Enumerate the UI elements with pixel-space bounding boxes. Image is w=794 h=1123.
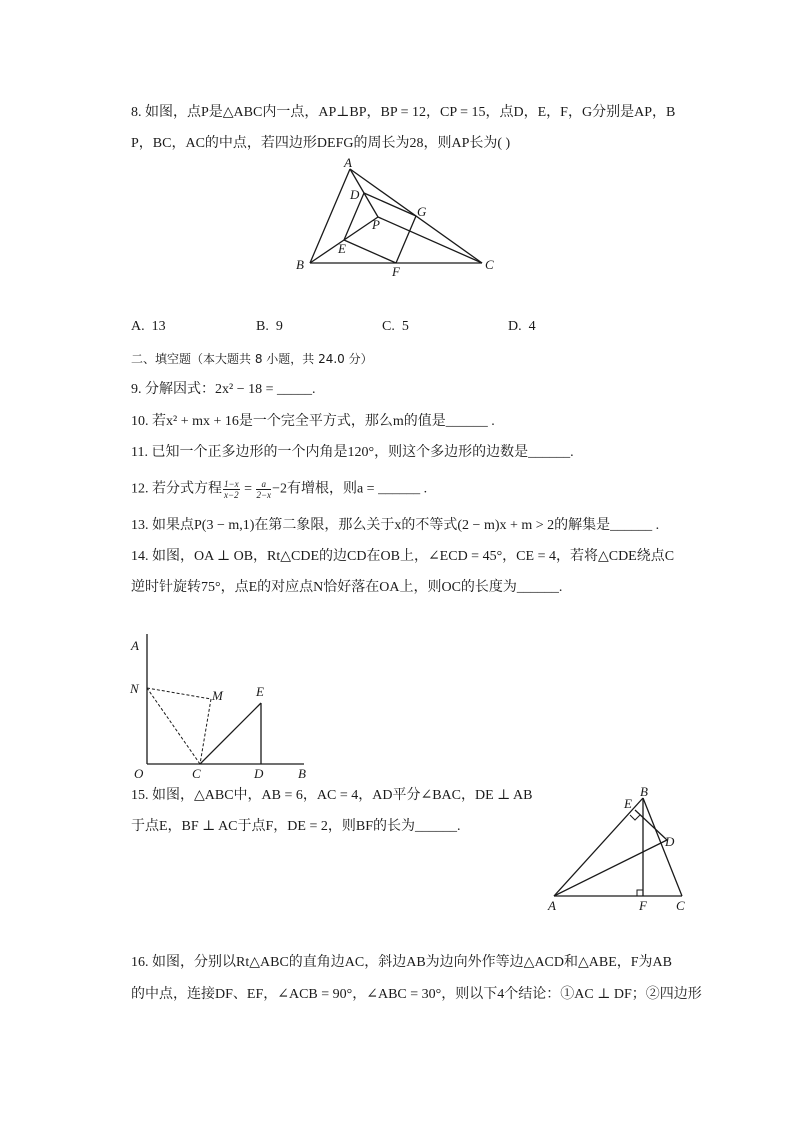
- q14-label-m: M: [212, 688, 223, 703]
- q8-choice-c-key: C.: [382, 319, 395, 334]
- q12-fraction-1: [223, 479, 240, 500]
- q8-label-p: P: [372, 217, 380, 232]
- q8-choice-d-key: D.: [508, 319, 522, 334]
- q8-label-d: D: [350, 187, 360, 202]
- q15-label-f: F: [639, 898, 647, 913]
- q15-edge-bc: [643, 798, 682, 896]
- q14-figure: [128, 630, 318, 782]
- q15-right-angle-e: [630, 815, 640, 820]
- q15-label-e: E: [624, 796, 632, 811]
- q8-label-a: A: [344, 155, 352, 170]
- q14-label-n: N: [130, 681, 139, 696]
- q8-choice-c-value: 5: [401, 319, 409, 334]
- q12-post: −2有增根，则a = ______ .: [272, 481, 428, 497]
- q8-choice-a-value: 13: [151, 319, 166, 334]
- q15-label-c: C: [676, 898, 685, 913]
- q15-figure: [542, 784, 702, 914]
- q8-edge-cp: [378, 217, 482, 263]
- q8-choice-a-key: A.: [131, 319, 145, 334]
- q12-f2-numerator: a: [256, 479, 271, 490]
- q8-line1: 8. 如图，点P是△ABC内一点，AP⊥BP，BP = 12，CP = 15，点D，E，F，G分别是AP，B: [131, 105, 676, 120]
- q13-line: 13. 如果点P(3 − m,1)在第二象限，那么关于x的不等式(2 − m)x + m > 2的解集是______ .: [131, 518, 660, 533]
- q14-label-a: A: [131, 638, 139, 653]
- q8-choice-d: [508, 318, 536, 336]
- q12-line: [131, 479, 427, 500]
- q15-line2: 于点E，BF ⊥ AC于点F，DE = 2，则BF的长为______.: [131, 819, 461, 834]
- q15-edge-ab: [554, 798, 643, 896]
- q15-edge-ad: [554, 840, 667, 896]
- q12-mid: =: [240, 481, 256, 497]
- section-heading: 二、填空题（本大题共 8 小题，共 24.0 分）: [131, 352, 373, 366]
- q8-label-c: C: [485, 257, 494, 272]
- q15-right-angle-f: [637, 890, 643, 896]
- q14-line2: 逆时针旋转75°，点E的对应点N恰好落在OA上，则OC的长度为______.: [131, 580, 563, 595]
- q8-label-e: E: [338, 241, 346, 256]
- q15-edge-de: [635, 810, 667, 840]
- q15-label-b: B: [640, 784, 648, 799]
- q10-line: 10. 若x² + mx + 16是一个完全平方式，那么m的值是______ .: [131, 414, 495, 429]
- q8-choice-d-value: 4: [528, 319, 536, 334]
- q15-line1: 15. 如图，△ABC中，AB = 6，AC = 4，AD平分∠BAC，DE ⊥ AB: [131, 788, 533, 803]
- q8-choice-b: [256, 318, 283, 336]
- q14-label-c: C: [192, 766, 201, 781]
- q9-line: 9. 分解因式：2x² − 18 = _____.: [131, 382, 316, 397]
- q8-label-f: F: [392, 264, 400, 279]
- q8-figure: [290, 155, 500, 280]
- q14-label-o: O: [134, 766, 144, 781]
- q8-label-b: B: [296, 257, 304, 272]
- q15-label-a: A: [548, 898, 556, 913]
- q14-label-e: E: [256, 684, 264, 699]
- q12-f2-denominator: 2−x: [256, 490, 272, 500]
- q8-edge-ef: [344, 240, 396, 263]
- q16-line2: 的中点，连接DF、EF，∠ACB = 90°，∠ABC = 30°，则以下4个结论：①AC ⊥ DF；②四边形: [131, 987, 702, 1002]
- q14-dashed-cn: [147, 688, 200, 764]
- q8-line2: P，BC，AC的中点，若四边形DEFG的周长为28，则AP长为( ): [131, 136, 511, 151]
- q8-label-g: G: [417, 204, 427, 219]
- q14-dashed-nm: [147, 688, 211, 699]
- q8-choice-b-value: 9: [275, 319, 283, 334]
- q8-edge-gd: [364, 193, 416, 216]
- q11-line: 11. 已知一个正多边形的一个内角是120°，则这个多边形的边数是______.: [131, 445, 574, 460]
- q8-edge-fg: [396, 216, 416, 263]
- q14-line1: 14. 如图，OA ⊥ OB，Rt△CDE的边CD在OB上，∠ECD = 45°，CE = 4，若将△CDE绕点C: [131, 549, 675, 564]
- q14-label-d: D: [254, 766, 264, 781]
- q15-label-d: D: [665, 834, 675, 849]
- q12-pre: 12. 若分式方程: [131, 481, 222, 497]
- q12-fraction-2: [256, 479, 271, 500]
- q14-label-b: B: [298, 766, 306, 781]
- q12-f1-denominator: x−2: [224, 490, 239, 500]
- q8-choice-a: [131, 318, 166, 336]
- q12-f1-numerator: 1−x: [224, 479, 239, 489]
- q8-choice-b-key: B.: [256, 319, 269, 334]
- q16-line1: 16. 如图，分别以Rt△ABC的直角边AC，斜边AB为边向外作等边△ACD和△ABE，F为AB: [131, 955, 673, 970]
- q8-choice-c: [382, 318, 409, 336]
- q14-edge-ce: [200, 703, 261, 764]
